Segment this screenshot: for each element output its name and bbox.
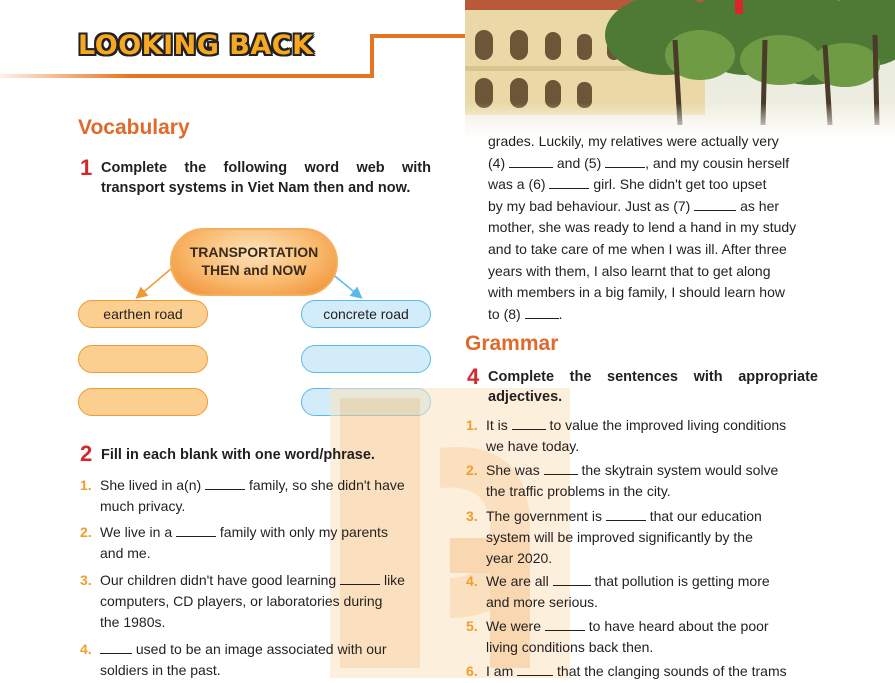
header-rule-top (370, 34, 470, 38)
word-web-then-box: earthen road (78, 300, 208, 328)
answer-blank[interactable] (544, 461, 578, 475)
reading-passage: grades. Luckily, my relatives were actually very (4) and (5) , and my cousin herself was a (6) girl. She didn't get too upset by my bad behaviour. Just as (7) as her mother, she was ready to lend a hand in my study and to take care of me when I was ill. After three years with them, I also learnt that to get along with members in a big family, I should learn how to (8) . (488, 133, 797, 322)
answer-blank[interactable] (694, 197, 736, 211)
exercise-number: 4 (467, 364, 480, 389)
answer-blank[interactable] (512, 416, 546, 430)
header-rule (0, 74, 373, 78)
answer-blank[interactable] (509, 154, 553, 168)
word-web-now-box[interactable] (301, 345, 431, 373)
answer-blank[interactable] (205, 476, 245, 490)
school-building-photo (465, 0, 895, 138)
exercise-instruction: Complete the following word web with (101, 160, 431, 176)
word-web-center-line2: THEN and NOW (201, 262, 307, 278)
answer-blank[interactable] (100, 640, 132, 654)
section-title-grammar: Grammar (465, 332, 559, 355)
word-web-center (170, 228, 338, 296)
word-web-then-box[interactable] (78, 345, 208, 373)
answer-blank[interactable] (545, 617, 585, 631)
exercise-instruction: adjectives. (488, 389, 563, 405)
exercise-instruction: transport systems in Viet Nam then and now. (101, 180, 411, 196)
answer-blank[interactable] (553, 572, 591, 586)
header-rule-vertical (370, 36, 374, 78)
answer-blank[interactable] (525, 305, 559, 319)
exercise-number: 2 (80, 441, 93, 466)
answer-blank[interactable] (340, 571, 380, 585)
answer-blank[interactable] (606, 507, 646, 521)
exercise-instruction: Complete the sentences with appropriate (488, 369, 818, 385)
exercise-instruction: Fill in each blank with one word/phrase. (101, 447, 375, 463)
answer-blank[interactable] (549, 175, 589, 189)
word-web-now-box: concrete road (301, 300, 431, 328)
word-web-then-box[interactable] (78, 388, 208, 416)
answer-blank[interactable] (176, 523, 216, 537)
page-title: LOOKING BACK (78, 30, 314, 61)
section-title-vocabulary: Vocabulary (78, 116, 190, 139)
word-web-center-line1: TRANSPORTATION (189, 244, 319, 260)
answer-blank[interactable] (517, 662, 553, 676)
exercise-number: 1 (80, 155, 93, 180)
answer-blank[interactable] (605, 154, 645, 168)
